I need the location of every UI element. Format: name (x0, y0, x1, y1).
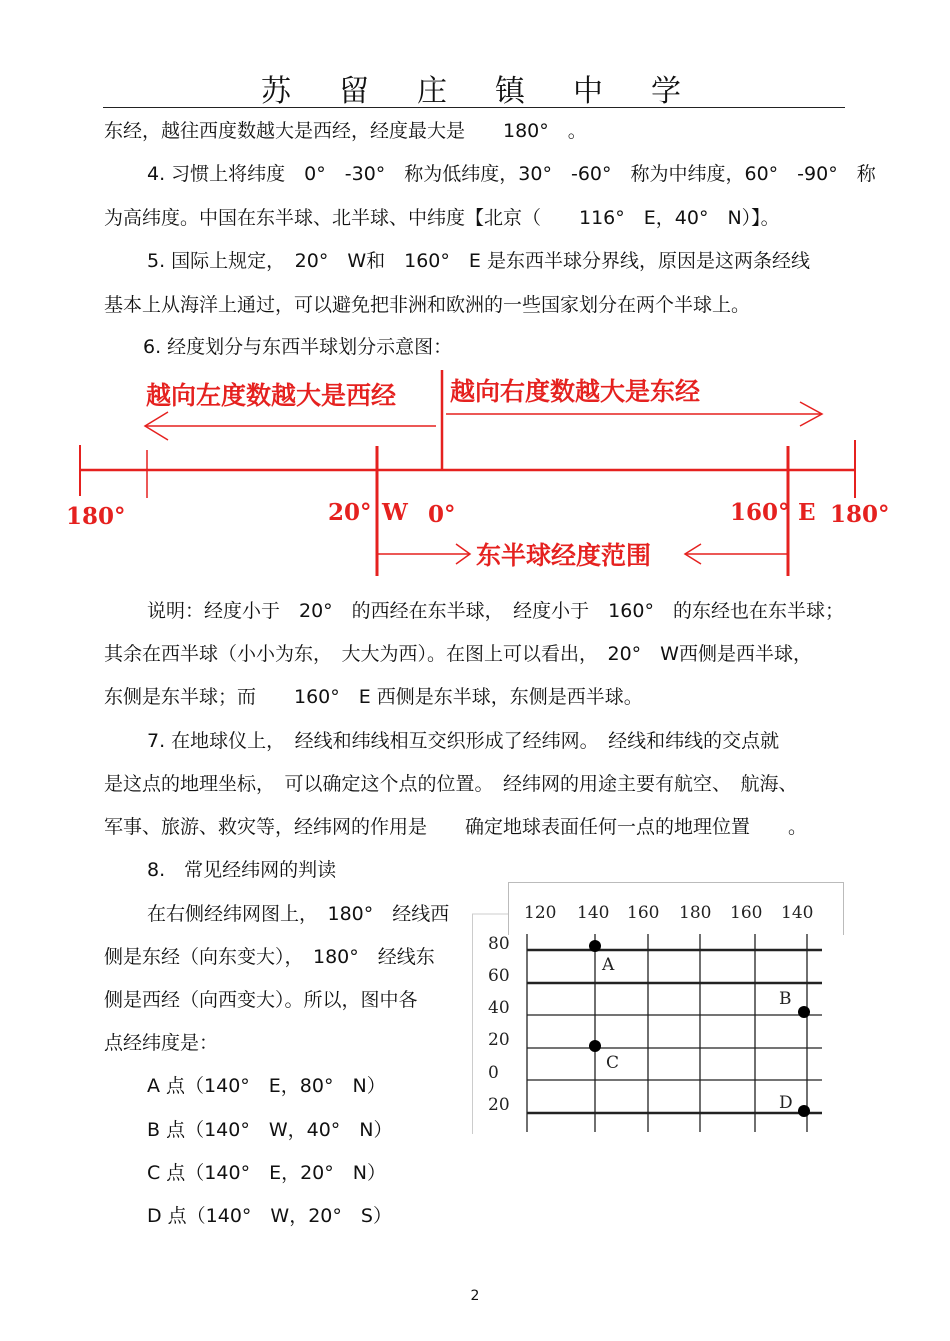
text-line-13: 8. 常见经纬网的判读 (147, 859, 337, 881)
west-label: 越向左度数越大是西经 (146, 381, 397, 410)
text-line-17: 点经纬度是： (104, 1032, 219, 1054)
point-b-coord: B 点（140° W，40° N） (147, 1119, 393, 1141)
school-title: 苏留庄镇中学 (261, 74, 729, 109)
lon-label-160: 160 (627, 903, 660, 923)
text-line-8: 其余在西半球（小小为东， 大大为西）。在图上可以看出， 20° W西侧是西半球， (104, 643, 812, 665)
east-label: 越向右度数越大是东经 (450, 377, 701, 406)
tick-w: W (382, 499, 408, 526)
text-line-7: 说明：经度小于 20° 的西经在东半球， 经度小于 160° 的东经也在东半球； (147, 600, 844, 622)
text-line-11: 是这点的地理坐标， 可以确定这个点的位置。 经纬网的用途主要有航空、 航海、 (104, 773, 798, 795)
range-label: 东半球经度范围 (476, 541, 652, 570)
text-line-12: 军事、旅游、救灾等，经纬网的作用是 确定地球表面任何一点的地理位置 。 (104, 816, 808, 838)
point-c-coord: C 点（140° E，20° N） (147, 1162, 386, 1184)
point-d-label: D (779, 1093, 793, 1113)
text-line-15: 侧是东经（向东变大）， 180° 经线东 (104, 946, 435, 968)
point-b-label: B (779, 989, 792, 1009)
lon-label-140: 140 (577, 903, 610, 923)
text-line-16: 侧是西经（向西变大）。所以，图中各 (104, 989, 418, 1011)
tick-0: 0° (428, 501, 456, 528)
point-c-label: C (606, 1053, 620, 1073)
point-c-marker (589, 1040, 601, 1052)
lon-label-180: 180 (679, 903, 712, 923)
text-line-3: 为高纬度。中国在东半球、北半球、中纬度【北京（ 116° E，40° N）】。 (104, 207, 780, 229)
text-line-4: 5. 国际上规定， 20° W和 160° E 是东西半球分界线，原因是这两条经线 (147, 250, 810, 272)
point-d-marker (798, 1105, 810, 1117)
lat-label-40: 40 (488, 998, 510, 1018)
text-line-5: 基本上从海洋上通过，可以避免把非洲和欧洲的一些国家划分在两个半球上。 (104, 294, 751, 316)
lon-label-160w: 160 (730, 903, 763, 923)
tick-180-left: 180° (66, 503, 126, 530)
lat-label-60: 60 (488, 966, 510, 986)
text-line-14: 在右侧经纬网图上， 180° 经线西 (147, 903, 450, 925)
tick-e: E (798, 499, 816, 526)
lon-label-140w: 140 (781, 903, 814, 923)
point-a-coord: A 点（140° E，80° N） (147, 1075, 386, 1097)
longitude-diagram (60, 370, 900, 590)
text-line-6: 6. 经度划分与东西半球划分示意图： (143, 336, 453, 358)
lat-label-80: 80 (488, 934, 510, 954)
point-a-marker (589, 940, 601, 952)
text-line-1: 东经，越往西度数越大是西经，经度最大是 180° 。 (104, 120, 587, 142)
lat-label-0: 0 (488, 1063, 499, 1083)
lon-label-120: 120 (524, 903, 557, 923)
point-a-label: A (602, 955, 615, 975)
tick-180-right: 180° (830, 501, 890, 528)
text-line-9: 东侧是东半球；而 160° E 西侧是东半球，东侧是西半球。 (104, 686, 643, 708)
lat-label-20: 20 (488, 1030, 510, 1050)
text-line-10: 7. 在地球仪上， 经线和纬线相互交织形成了经纬网。 经线和纬线的交点就 (147, 730, 780, 752)
tick-20: 20° (328, 499, 372, 526)
tick-160: 160° (730, 499, 790, 526)
lat-label-20s: 20 (488, 1095, 510, 1115)
header-divider (103, 107, 845, 108)
point-d-coord: D 点（140° W，20° S） (147, 1205, 392, 1227)
text-line-2: 4. 习惯上将纬度 0° -30° 称为低纬度，30° -60° 称为中纬度，60° -90° 称 (147, 163, 876, 185)
page-number: 2 (470, 1288, 480, 1304)
point-b-marker (798, 1006, 810, 1018)
graticule-grid (472, 882, 844, 1134)
